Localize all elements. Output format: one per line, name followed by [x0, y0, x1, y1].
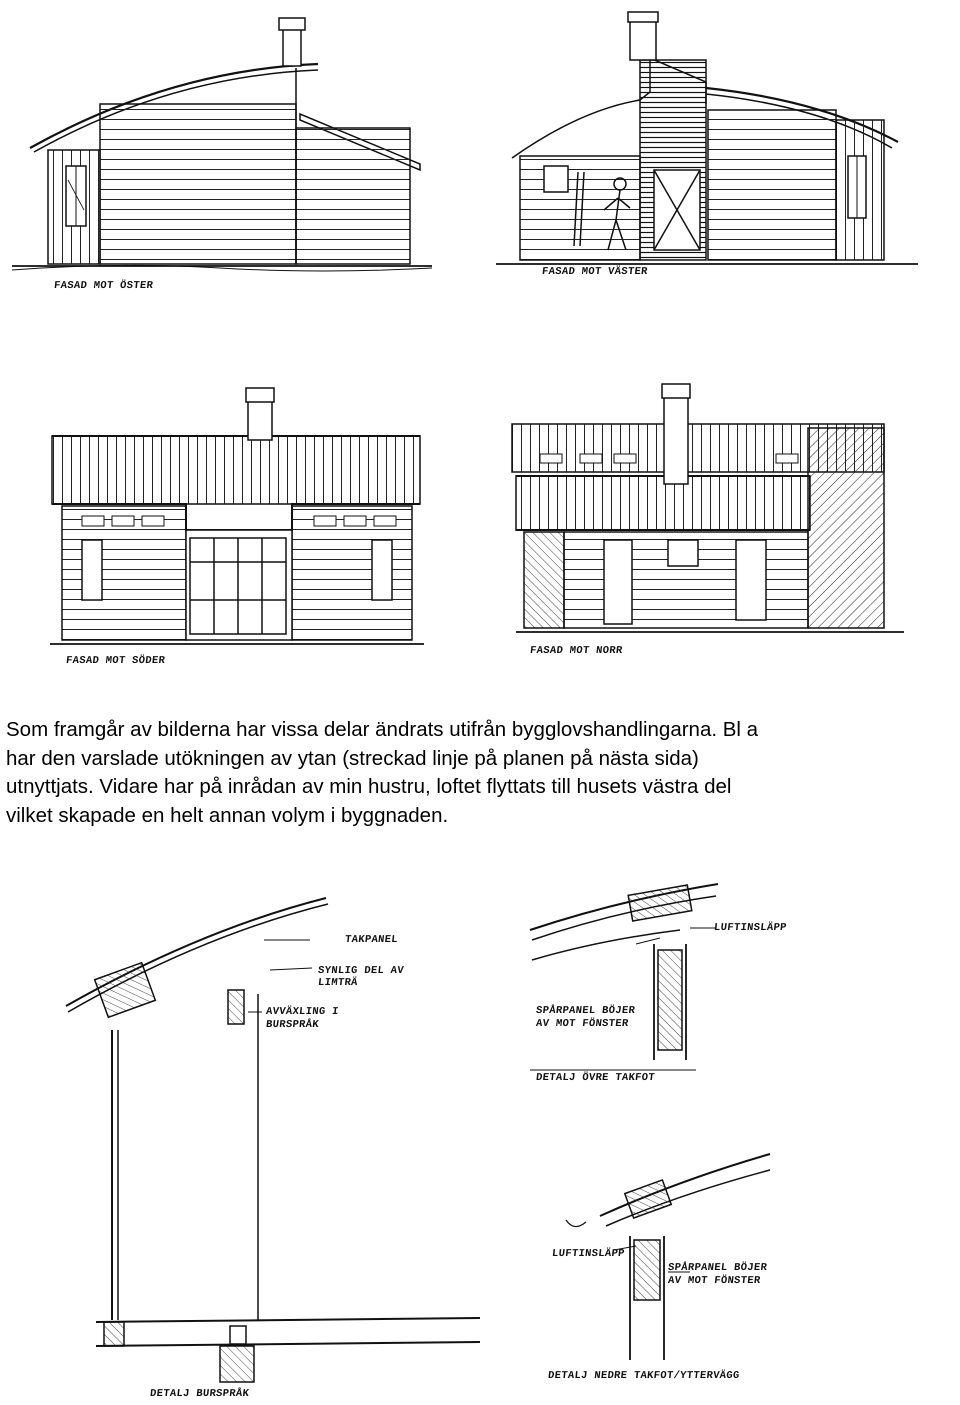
label-sparpanel-upper-2: AV MOT FÖNSTER — [535, 1018, 630, 1030]
caption-detalj-bursprak: DETALJ BURSPRÅK — [149, 1388, 250, 1400]
caption-fasad-vaster: FASAD MOT VÄSTER — [541, 266, 649, 278]
elevation-west — [496, 12, 918, 264]
caption-fasad-oster: FASAD MOT ÖSTER — [53, 280, 154, 292]
caption-fasad-norr: FASAD MOT NORR — [529, 645, 624, 657]
label-avvaxling: AVVÄXLING I — [265, 1006, 340, 1018]
label-burspraket: BURSPRÅK — [265, 1019, 320, 1031]
caption-fasad-soder: FASAD MOT SÖDER — [65, 655, 166, 667]
elevation-north — [512, 384, 904, 632]
detail-bay-window — [66, 898, 480, 1382]
label-luftinslapp-lower: LUFTINSLÄPP — [551, 1248, 626, 1260]
elevation-east — [12, 18, 432, 271]
caption-detalj-nedre: DETALJ NEDRE TAKFOT/YTTERVÄGG — [547, 1370, 741, 1382]
label-sparpanel-lower-2: AV MOT FÖNSTER — [667, 1275, 762, 1287]
paragraph-line-2: har den varslade utökningen av ytan (streckad linje på planen på nästa sida) — [6, 746, 699, 770]
label-takpanel: TAKPANEL — [344, 934, 399, 946]
body-paragraph — [6, 716, 954, 830]
caption-detalj-ovre: DETALJ ÖVRE TAKFOT — [535, 1072, 656, 1084]
elevation-south — [50, 388, 424, 644]
label-sparpanel-upper-1: SPÅRPANEL BÖJER — [535, 1005, 636, 1017]
paragraph-line-3: utnyttjats. Vidare har på inrådan av min hustru, loftet flyttats till husets västra del — [6, 775, 732, 798]
paragraph-line-4: vilket skapade en helt annan volym i byggnaden. — [6, 803, 449, 827]
label-synlig-del: SYNLIG DEL AV — [317, 965, 405, 977]
paragraph-line-1: Som framgår av bilderna har vissa delar ändrats utifrån bygglovshandlingarna. Bl a — [6, 718, 759, 741]
label-luftinslapp-upper: LUFTINSLÄPP — [713, 922, 788, 934]
label-limtra: LIMTRÄ — [317, 977, 359, 989]
detail-upper-eave — [530, 884, 718, 1070]
label-sparpanel-lower-1: SPÅRPANEL BÖJER — [667, 1262, 768, 1274]
